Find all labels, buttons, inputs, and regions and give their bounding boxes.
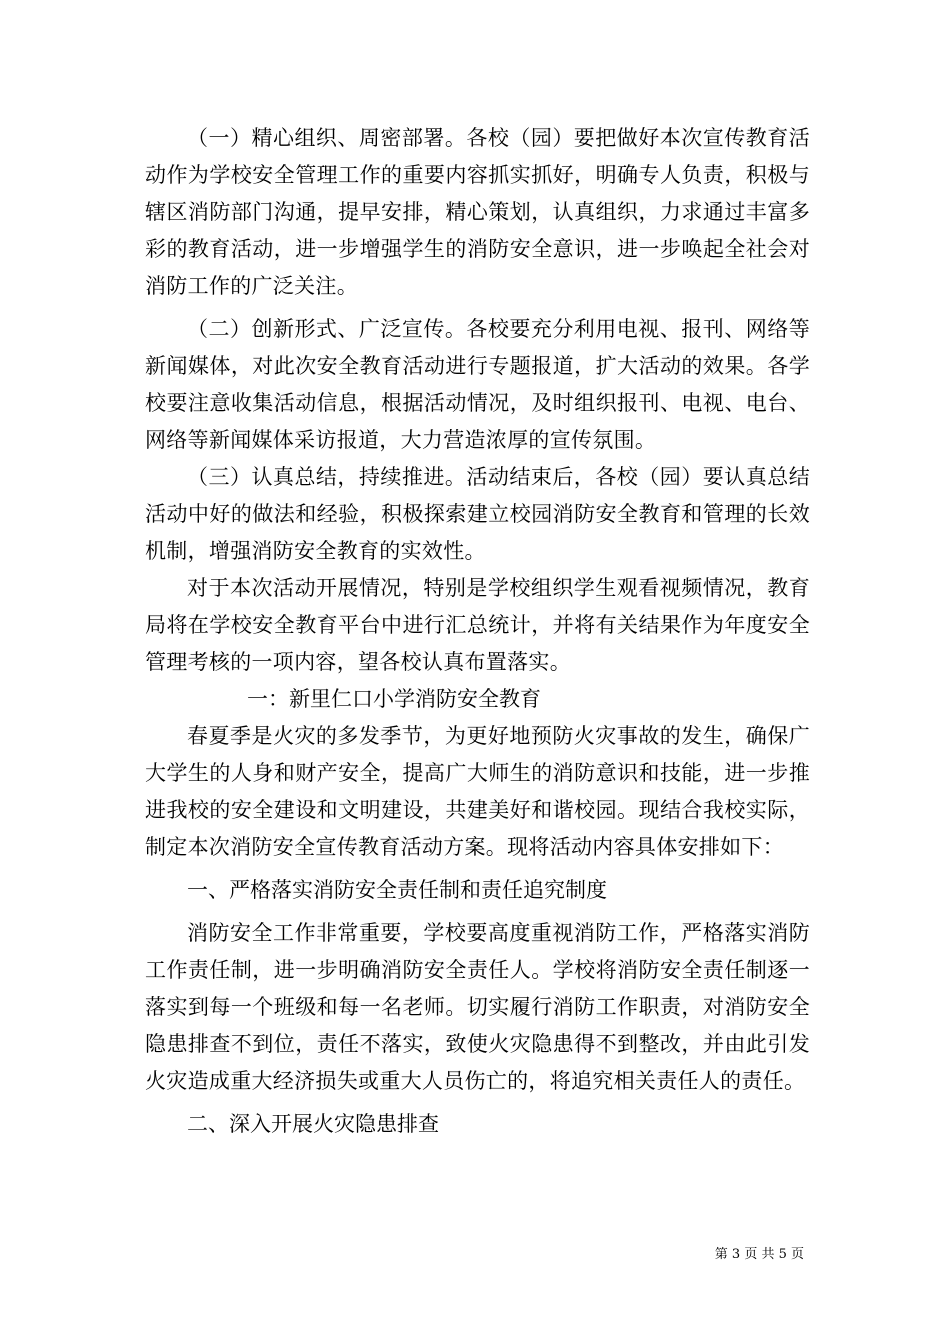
section-heading-hazard-check: 二、深入开展火灾隐患排查 xyxy=(187,1112,439,1136)
paragraph-intro: 春夏季是火灾的多发季节，为更好地预防火灾事故的发生，确保广大学生的人身和财产安全，提高广大师生的消防意识和技能，进一步推进我校的安全建设和文明建设，共建美好和谐校园。现结合我校实际，制定本次消防安全宣传教育活动方案。现将活动内容具体安排如下： xyxy=(145,724,810,859)
paragraph-responsibility: 消防安全工作非常重要，学校要高度重视消防工作，严格落实消防工作责任制，进一步明确消防安全责任人。学校将消防安全责任制逐一落实到每一个班级和每一名老师。切实履行消防工作职责，对消防安全隐患排查不到位，责任不落实，致使火灾隐患得不到整改，并由此引发火灾造成重大经济损失或重大人员伤亡的，将追究相关责任人的责任。 xyxy=(145,921,810,1093)
document-body xyxy=(145,120,810,1143)
section-title-school: 一：新里仁口小学消防安全教育 xyxy=(247,687,541,711)
paragraph-publicity: （二）创新形式、广泛宣传。各校要充分利用电视、报刊、网络等新闻媒体，对此次安全教育活动进行专题报道，扩大活动的效果。各学校要注意收集活动信息，根据活动情况，及时组织报刊、电视、电台、网络等新闻媒体采访报道，大力营造浓厚的宣传氛围。 xyxy=(145,317,810,452)
paragraph-statistics: 对于本次活动开展情况，特别是学校组织学生观看视频情况，教育局将在学校安全教育平台中进行汇总统计，并将有关结果作为年度安全管理考核的一项内容，望各校认真布置落实。 xyxy=(145,576,810,674)
paragraph-organize: （一）精心组织、周密部署。各校（园）要把做好本次宣传教育活动作为学校安全管理工作的重要内容抓实抓好，明确专人负责，积极与辖区消防部门沟通，提早安排，精心策划，认真组织，力求通过丰富多彩的教育活动，进一步增强学生的消防安全意识，进一步唤起全社会对消防工作的广泛关注。 xyxy=(145,126,810,298)
paragraph-summary: （三）认真总结，持续推进。活动结束后，各校（园）要认真总结活动中好的做法和经验，积极探索建立校园消防安全教育和管理的长效机制，增强消防安全教育的实效性。 xyxy=(145,465,810,563)
page-number: 第 3 页 共 5 页 xyxy=(714,1247,804,1262)
section-heading-responsibility: 一、严格落实消防安全责任制和责任追究制度 xyxy=(187,878,607,902)
